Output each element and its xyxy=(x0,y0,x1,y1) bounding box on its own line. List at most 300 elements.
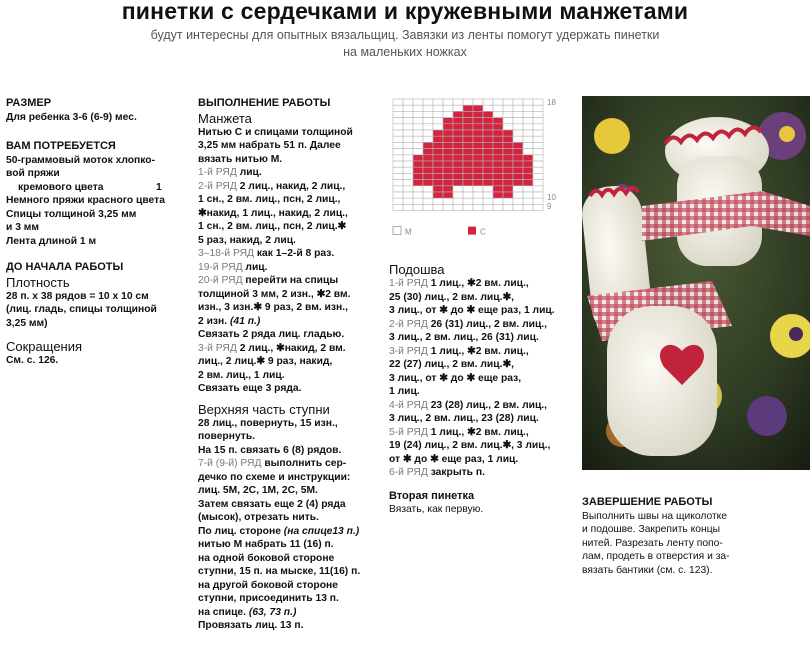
chart-cell-main xyxy=(403,142,413,148)
row-text-line: 3 лиц., 2 вм. лиц., 26 (31) лиц. xyxy=(389,332,539,343)
chart-cell-main xyxy=(523,136,533,142)
row-label: 7-й (9-й) РЯД xyxy=(198,458,262,469)
legend-swatch-contrast xyxy=(468,227,476,235)
chart-cell-main xyxy=(403,155,413,161)
chart-cell-contrast xyxy=(513,155,523,161)
cuff-heading: Манжета xyxy=(198,110,252,126)
chart-cell-contrast xyxy=(443,149,453,155)
chart-cell-contrast xyxy=(483,130,493,136)
chart-cell-main xyxy=(483,204,493,210)
chart-cell-contrast xyxy=(433,173,443,179)
chart-cell-main xyxy=(433,118,443,124)
row-text-line: от ✱ до ✱ еще раз, 1 лиц. xyxy=(389,453,519,465)
chart-cell-contrast xyxy=(443,124,453,130)
stitch-count: (41 п.) xyxy=(230,315,261,327)
chart-cell-main xyxy=(433,204,443,210)
chart-cell-contrast xyxy=(473,118,483,124)
second-bootie-heading: Вторая пинетка xyxy=(389,489,475,502)
chart-cell-main xyxy=(513,105,523,111)
density-line: (лиц. гладь, спицы толщиной xyxy=(6,304,157,315)
chart-cell-contrast xyxy=(493,130,503,136)
chart-cell-contrast xyxy=(473,124,483,130)
chart-cell-contrast xyxy=(413,161,423,167)
chart-cell-main xyxy=(533,180,543,186)
chart-cell-contrast xyxy=(463,136,473,142)
row-label: 4-й РЯД xyxy=(389,399,428,411)
chart-cell-main xyxy=(503,105,513,111)
chart-cell-main xyxy=(533,155,543,161)
chart-cell-main xyxy=(453,192,463,198)
chart-cell-contrast xyxy=(453,118,463,124)
chart-cell-main xyxy=(413,118,423,124)
chart-cell-contrast xyxy=(443,161,453,167)
row-instruction xyxy=(198,247,376,261)
chart-cell-contrast xyxy=(463,124,473,130)
chart-cell-main xyxy=(433,99,443,105)
row-text-line: (мысок), отрезать нить. xyxy=(198,512,319,523)
row-text-line: лиц., 2 лиц.✱ 9 раз, накид, xyxy=(198,356,333,367)
chart-cell-main xyxy=(483,192,493,198)
chart-cell-main xyxy=(453,198,463,204)
chart-cell-contrast xyxy=(513,161,523,167)
chart-cell-contrast xyxy=(453,130,463,136)
row-label: 3-й РЯД xyxy=(389,345,428,357)
chart-cell-contrast xyxy=(433,142,443,148)
chart-cell-main xyxy=(513,136,523,142)
chart-cell-main xyxy=(523,111,533,117)
chart-cell-main xyxy=(533,124,543,130)
subtitle-line: на маленьких ножках xyxy=(343,45,467,59)
chart-cell-main xyxy=(403,99,413,105)
chart-cell-contrast xyxy=(463,167,473,173)
row-text-line: 3 лиц., 2 вм. лиц., 23 (28) лиц. xyxy=(389,413,539,424)
chart-cell-main xyxy=(403,198,413,204)
chart-cell-main xyxy=(423,118,433,124)
chart-cell-contrast xyxy=(483,155,493,161)
chart-cell-contrast xyxy=(443,136,453,142)
row-text: 2 лиц., накид, 2 лиц., xyxy=(236,180,346,192)
chart-cell-main xyxy=(523,105,533,111)
row-label: 2-й РЯД xyxy=(198,180,237,192)
chart-cell-main xyxy=(473,192,483,198)
row-label: 1-й РЯД xyxy=(389,278,428,289)
chart-cell-contrast xyxy=(463,161,473,167)
row-text-line: 1 лиц. xyxy=(389,386,420,397)
chart-cell-main xyxy=(423,204,433,210)
chart-cell-main xyxy=(393,167,403,173)
chart-cell-main xyxy=(523,149,533,155)
instep-line: На 15 п. связать 6 (8) рядов. xyxy=(198,444,342,456)
chart-cell-main xyxy=(393,99,403,105)
chart-cell-main xyxy=(403,204,413,210)
chart-cell-contrast xyxy=(493,161,503,167)
density-heading: Плотность xyxy=(6,274,70,290)
chart-cell-contrast xyxy=(483,124,493,130)
chart-cell-main xyxy=(523,204,533,210)
row-label: 20-й РЯД xyxy=(198,275,243,286)
chart-cell-main xyxy=(393,105,403,111)
chart-cell-main xyxy=(403,167,413,173)
chart-cell-main xyxy=(403,149,413,155)
chart-cell-contrast xyxy=(443,130,453,136)
chart-cell-main xyxy=(453,186,463,192)
chart-cell-contrast xyxy=(513,149,523,155)
chart-cell-main xyxy=(533,105,543,111)
chart-cell-contrast xyxy=(453,149,463,155)
materials-line: Лента длиной 1 м xyxy=(6,235,97,247)
chart-cell-contrast xyxy=(483,142,493,148)
chart-cell-main xyxy=(393,192,403,198)
chart-cell-main xyxy=(413,142,423,148)
sole-heading: Подошва xyxy=(389,262,445,277)
chart-cell-main xyxy=(393,173,403,179)
finish-line: вязать бантики (см. с. 123). xyxy=(582,564,713,576)
page-title: пинетки с сердечками и кружевными манжетами xyxy=(121,0,689,24)
chart-cell-contrast xyxy=(523,180,533,186)
finish-line: Выполнить швы на щиколотке xyxy=(582,510,728,522)
cuff-intro-line: Нитью С и спицами толщиной xyxy=(198,126,353,138)
chart-cell-contrast xyxy=(483,149,493,155)
chart-cell-main xyxy=(523,99,533,105)
chart-cell-contrast xyxy=(433,136,443,142)
chart-cell-contrast xyxy=(513,173,523,179)
chart-cell-main xyxy=(463,204,473,210)
chart-cell-contrast xyxy=(473,167,483,173)
chart-cell-main xyxy=(413,192,423,198)
chart-cell-main xyxy=(473,204,483,210)
chart-cell-main xyxy=(443,204,453,210)
booties-photo xyxy=(582,96,810,470)
chart-cell-main xyxy=(503,118,513,124)
chart-cell-main xyxy=(403,180,413,186)
chart-cell-contrast xyxy=(433,180,443,186)
row-text: 2 лиц., ✱накид, 2 вм. xyxy=(236,342,346,354)
finish-heading: ЗАВЕРШЕНИЕ РАБОТЫ xyxy=(582,496,713,508)
chart-cell-contrast xyxy=(413,167,423,173)
chart-cell-contrast xyxy=(483,111,493,117)
chart-cell-main xyxy=(413,186,423,192)
chart-cell-main xyxy=(493,198,503,204)
row-text-line: 3 лиц., от ✱ до ✱ еще раз, 1 лиц. xyxy=(389,305,555,316)
chart-cell-contrast xyxy=(443,186,453,192)
chart-cell-contrast xyxy=(503,161,513,167)
chart-cell-contrast xyxy=(463,149,473,155)
chart-cell-contrast xyxy=(443,118,453,124)
instep-note: (на спице13 п.) xyxy=(283,525,360,537)
chart-cell-contrast xyxy=(433,186,443,192)
chart-cell-main xyxy=(423,99,433,105)
chart-cell-contrast xyxy=(513,142,523,148)
chart-cell-contrast xyxy=(473,149,483,155)
chart-cell-main xyxy=(393,204,403,210)
row-instruction xyxy=(198,166,376,180)
chart-cell-main xyxy=(463,186,473,192)
chart-cell-contrast xyxy=(433,167,443,173)
chart-cell-main xyxy=(533,204,543,210)
instep-line xyxy=(198,606,376,620)
chart-cell-contrast xyxy=(503,186,513,192)
chart-cell-contrast xyxy=(473,136,483,142)
row-text: 1 лиц., ✱2 вм. лиц., xyxy=(427,278,529,289)
chart-cell-main xyxy=(413,204,423,210)
materials-line xyxy=(6,181,186,195)
chart-cell-main xyxy=(533,130,543,136)
instep-line: нитью М набрать 11 (16) п. xyxy=(198,539,334,550)
row-text: как 1–2-й 8 раз. xyxy=(254,248,335,259)
chart-cell-contrast xyxy=(413,173,423,179)
chart-cell-main xyxy=(423,124,433,130)
chart-cell-contrast xyxy=(493,136,503,142)
chart-cell-main xyxy=(453,204,463,210)
chart-cell-main xyxy=(533,198,543,204)
row-instruction xyxy=(389,345,579,359)
instep-line: ступни, 15 п. на мыске, 11(16) п. xyxy=(198,566,361,577)
chart-cell-main xyxy=(403,192,413,198)
chart-cell-main xyxy=(403,161,413,167)
chart-cell-main xyxy=(433,105,443,111)
chart-cell-main xyxy=(483,186,493,192)
chart-cell-contrast xyxy=(523,167,533,173)
chart-cell-main xyxy=(393,149,403,155)
row-text: закрыть п. xyxy=(427,467,485,478)
chart-cell-main xyxy=(403,105,413,111)
chart-cell-contrast xyxy=(473,111,483,117)
chart-cell-contrast xyxy=(473,130,483,136)
chart-cell-contrast xyxy=(503,180,513,186)
chart-cell-main xyxy=(513,111,523,117)
chart-cell-contrast xyxy=(423,161,433,167)
row-text-line: дечко по схеме и инструкции: xyxy=(198,471,351,483)
chart-cell-main xyxy=(443,105,453,111)
chart-cell-contrast xyxy=(463,105,473,111)
materials-line: и 3 мм xyxy=(6,222,40,233)
chart-cell-main xyxy=(403,118,413,124)
chart-cell-contrast xyxy=(503,155,513,161)
chart-cell-main xyxy=(523,192,533,198)
chart-cell-main xyxy=(513,118,523,124)
chart-cell-main xyxy=(483,99,493,105)
chart-cell-main xyxy=(533,149,543,155)
chart-cell-main xyxy=(403,130,413,136)
chart-cell-contrast xyxy=(503,136,513,142)
chart-cell-contrast xyxy=(463,173,473,179)
row-text-line: 1 сн., 2 вм. лиц., псн, 2 лиц.✱ xyxy=(198,221,347,232)
chart-cell-main xyxy=(403,136,413,142)
chart-cell-main xyxy=(493,99,503,105)
execution-heading: ВЫПОЛНЕНИЕ РАБОТЫ xyxy=(198,97,331,109)
column-left xyxy=(6,97,186,368)
chart-cell-contrast xyxy=(413,155,423,161)
chart-cell-contrast xyxy=(443,173,453,179)
row-text: 23 (28) лиц., 2 вм. лиц., xyxy=(427,399,548,411)
chart-cell-contrast xyxy=(493,155,503,161)
chart-cell-main xyxy=(473,198,483,204)
row-text: лиц. xyxy=(236,167,262,178)
chart-cell-main xyxy=(503,99,513,105)
chart-cell-main xyxy=(463,192,473,198)
chart-cell-contrast xyxy=(453,142,463,148)
row-text-line: 1 сн., 2 вм. лиц., псн, 2 лиц., xyxy=(198,194,341,205)
chart-cell-main xyxy=(443,99,453,105)
row-text: 26 (31) лиц., 2 вм. лиц., xyxy=(427,318,548,330)
row-instruction xyxy=(198,274,376,288)
instep-line: на другой боковой стороне xyxy=(198,579,338,591)
chart-cell-main xyxy=(533,186,543,192)
chart-cell-contrast xyxy=(423,167,433,173)
chart-cell-main xyxy=(433,111,443,117)
chart-cell-contrast xyxy=(473,180,483,186)
row-instruction xyxy=(198,261,376,275)
instep-line: ступни, присоединить 13 п. xyxy=(198,593,339,604)
chart-cell-contrast xyxy=(453,167,463,173)
chart-cell-contrast xyxy=(523,155,533,161)
row-text-line: 22 (27) лиц., 2 вм. лиц.✱, xyxy=(389,359,514,370)
row-label: 1-й РЯД xyxy=(198,167,237,178)
chart-cell-contrast xyxy=(433,149,443,155)
chart-cell-contrast xyxy=(453,136,463,142)
chart-cell-main xyxy=(533,173,543,179)
chart-row-label-9: 9 xyxy=(547,202,552,212)
row-label: 5-й РЯД xyxy=(389,426,428,438)
chart-cell-main xyxy=(413,198,423,204)
heart-chart-grid xyxy=(391,97,566,239)
legend-label-contrast: С xyxy=(480,227,486,237)
materials-line: Спицы толщиной 3,25 мм xyxy=(6,208,137,220)
row-text-line: лиц. 5М, 2С, 1М, 2С, 5М. xyxy=(198,485,318,496)
chart-cell-main xyxy=(483,198,493,204)
chart-cell-contrast xyxy=(473,161,483,167)
chart-cell-main xyxy=(403,173,413,179)
abbr-heading: Сокращения xyxy=(6,339,83,354)
chart-cell-contrast xyxy=(473,173,483,179)
chart-cell-contrast xyxy=(463,180,473,186)
row-instruction xyxy=(198,180,376,194)
density-line: 3,25 мм) xyxy=(6,317,48,329)
second-bootie-text: Вязать, как первую. xyxy=(389,504,484,515)
row-label: 2-й РЯД xyxy=(389,318,428,330)
chart-cell-contrast xyxy=(483,167,493,173)
chart-cell-contrast xyxy=(453,180,463,186)
chart-cell-contrast xyxy=(463,155,473,161)
chart-cell-main xyxy=(513,124,523,130)
row-text-line: ✱накид, 1 лиц., накид, 2 лиц., xyxy=(198,207,348,219)
chart-cell-contrast xyxy=(433,161,443,167)
chart-row-label-top: 18 xyxy=(547,98,556,107)
chart-cell-contrast xyxy=(443,167,453,173)
chart-cell-main xyxy=(533,142,543,148)
chart-cell-main xyxy=(433,124,443,130)
chart-cell-contrast xyxy=(483,136,493,142)
chart-cell-main xyxy=(513,186,523,192)
row-label: 3–18-й РЯД xyxy=(198,248,254,259)
chart-cell-main xyxy=(393,124,403,130)
row-text-line: толщиной 3 мм, 2 изн., ✱2 вм. xyxy=(198,288,351,300)
instep-line: 28 лиц., повернуть, 15 изн., xyxy=(198,417,338,429)
finish-line: и подошве. Закрепить концы xyxy=(582,524,720,535)
row-label: 6-й РЯД xyxy=(389,467,428,478)
chart-cell-main xyxy=(503,111,513,117)
chart-cell-main xyxy=(393,186,403,192)
chart-cell-main xyxy=(493,105,503,111)
chart-cell-contrast xyxy=(483,173,493,179)
density-line: 28 п. х 38 рядов = 10 х 10 см xyxy=(6,290,149,302)
heart-chart xyxy=(391,97,566,244)
chart-cell-main xyxy=(523,118,533,124)
row-instruction xyxy=(389,466,579,480)
chart-cell-main xyxy=(393,142,403,148)
chart-cell-main xyxy=(463,198,473,204)
chart-cell-contrast xyxy=(443,155,453,161)
chart-cell-contrast xyxy=(453,155,463,161)
chart-cell-contrast xyxy=(453,173,463,179)
instep-line: повернуть. xyxy=(198,431,256,442)
row-text-line: Связать еще 3 ряда. xyxy=(198,383,302,394)
chart-cell-main xyxy=(473,186,483,192)
materials-line: вой пряжи xyxy=(6,168,60,179)
chart-cell-contrast xyxy=(493,124,503,130)
chart-cell-contrast xyxy=(433,155,443,161)
chart-cell-main xyxy=(443,111,453,117)
chart-cell-main xyxy=(533,167,543,173)
chart-cell-main xyxy=(393,118,403,124)
row-text: выполнить сер- xyxy=(261,458,347,469)
row-text-line: 19 (24) лиц., 2 вм. лиц.✱, 3 лиц., xyxy=(389,440,551,451)
subtitle-line: будут интересны для опытных вязальщиц. Завязки из ленты помогут удержать пинетки xyxy=(150,28,660,42)
chart-cell-main xyxy=(523,186,533,192)
chart-cell-main xyxy=(483,105,493,111)
chart-cell-contrast xyxy=(513,180,523,186)
chart-cell-main xyxy=(423,130,433,136)
chart-cell-main xyxy=(533,99,543,105)
row-instruction xyxy=(198,342,376,356)
chart-row-label-10: 10 xyxy=(547,193,556,203)
chart-cell-contrast xyxy=(423,173,433,179)
column-execution xyxy=(198,97,376,633)
chart-cell-main xyxy=(413,124,423,130)
chart-cell-main xyxy=(393,198,403,204)
chart-cell-contrast xyxy=(493,167,503,173)
stitch-count: (63, 73 п.) xyxy=(248,606,297,618)
chart-cell-main xyxy=(493,111,503,117)
row-instruction xyxy=(389,426,579,440)
chart-cell-main xyxy=(523,142,533,148)
materials-heading: ВАМ ПОТРЕБУЕТСЯ xyxy=(6,140,116,152)
chart-cell-main xyxy=(513,204,523,210)
chart-cell-main xyxy=(443,198,453,204)
cuff-intro-line: 3,25 мм набрать 51 п. Далее xyxy=(198,140,341,151)
chart-cell-contrast xyxy=(473,105,483,111)
column-sole xyxy=(389,262,579,517)
chart-cell-contrast xyxy=(443,192,453,198)
chart-cell-main xyxy=(423,198,433,204)
row-text: 1 лиц., ✱2 вм. лиц., xyxy=(427,426,529,438)
chart-cell-main xyxy=(393,111,403,117)
row-instruction xyxy=(389,318,579,332)
materials-qty: 1 xyxy=(156,181,162,193)
chart-cell-main xyxy=(393,155,403,161)
chart-cell-contrast xyxy=(493,180,503,186)
before-heading: ДО НАЧАЛА РАБОТЫ xyxy=(6,261,124,273)
row-label: 3-й РЯД xyxy=(198,342,237,354)
legend-label-main: М xyxy=(405,227,412,237)
chart-cell-contrast xyxy=(443,142,453,148)
chart-cell-contrast xyxy=(493,142,503,148)
legend-swatch-main xyxy=(393,227,401,235)
chart-cell-main xyxy=(533,192,543,198)
chart-cell-contrast xyxy=(453,161,463,167)
chart-cell-main xyxy=(403,186,413,192)
chart-cell-main xyxy=(403,124,413,130)
